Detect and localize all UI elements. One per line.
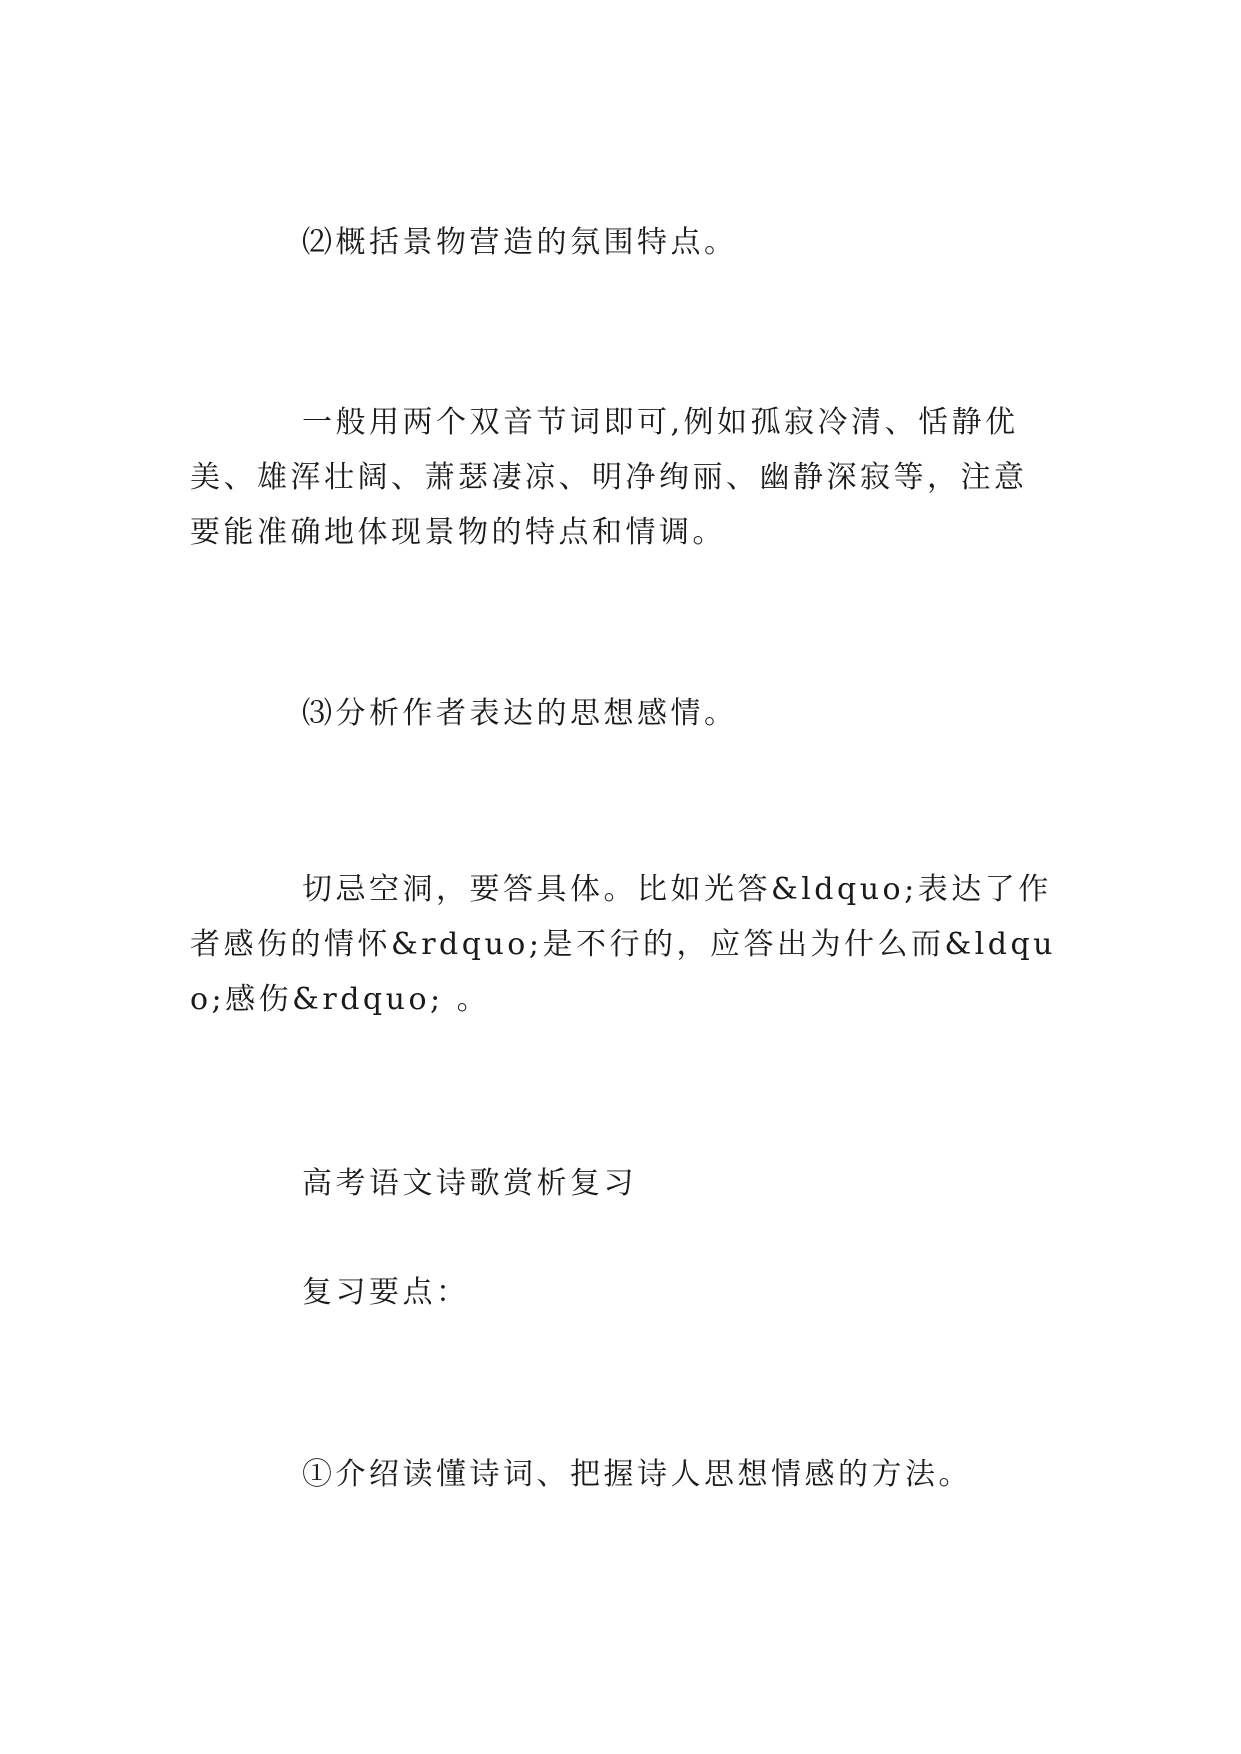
heading-3: ⑶分析作者表达的思想感情。 [302,696,738,731]
heading-2: ⑵概括景物营造的氛围特点。 [302,225,738,260]
review-point-1: ①介绍读懂诗词、把握诗人思想情感的方法。 [302,1457,972,1492]
paragraph-2: 一般用两个双音节词即可,例如孤寂冷清、恬静优美、雄浑壮阔、萧瑟凄凉、明净绚丽、幽静深寂等，注意要能准确地体现景物的特点和情调。 [190,405,1028,550]
review-points-label: 复习要点： [302,1275,470,1310]
paragraph-3: 切忌空洞，要答具体。比如光答&ldquo;表达了作者感伤的情怀&rdquo;是不行的，应答出为什么而&ldquo;感伤&rdquo; 。 [190,872,1056,1017]
section-title: 高考语文诗歌赏析复习 [302,1166,637,1201]
